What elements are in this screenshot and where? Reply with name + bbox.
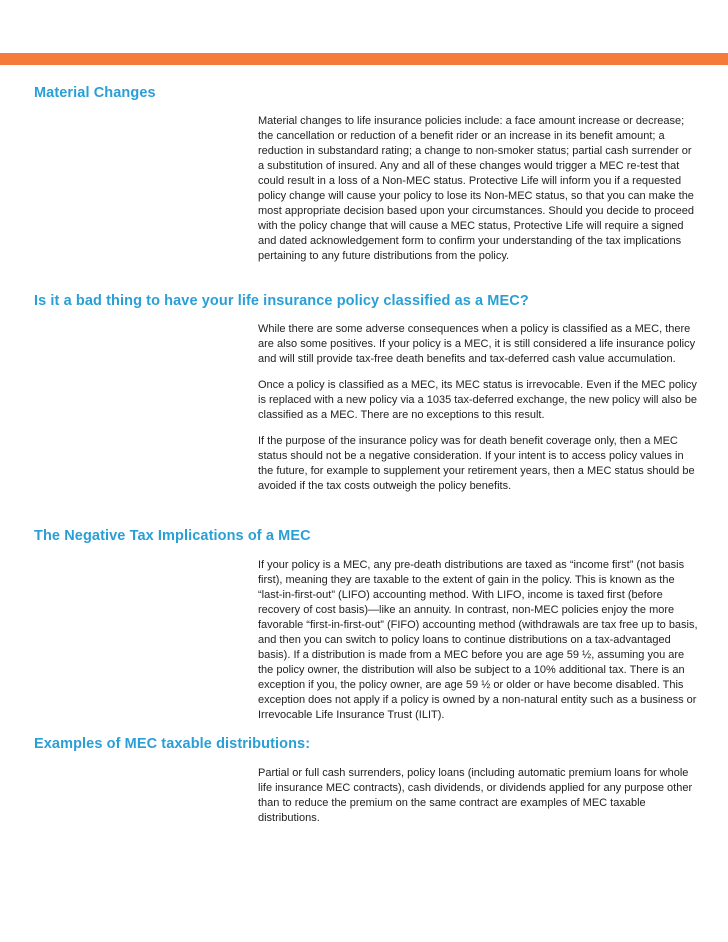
paragraph: Partial or full cash surrenders, policy loans (including automatic premium loans for whole life insurance MEC contracts), cash dividends, or dividends applied for any purpose other than to reduce the premium on the same contract are examples of MEC taxable distributions. bbox=[258, 767, 693, 824]
section-body-examples bbox=[258, 766, 698, 837]
accent-bar bbox=[0, 53, 728, 65]
paragraph: If your policy is a MEC, any pre-death distributions are taxed as “income first” (not basis first), meaning they are taxable to the extent of gain in the policy. This is known as the “last-in-first-out” (LIFO) accounting method. With LIFO, income is taxed first (before recovery of cost basis)—like an annuity. In contrast, non-MEC policies enjoy the more favorable “first-in-first-out” (FIFO) accounting method (withdrawals are tax free up to basis, and then you can switch to policy loans to continue distributions on a tax-advantaged basis). If a distribution is made from a MEC before you are age 59 ½, assuming you are the policy owner, the distribution will also be subject to a 10% additional tax. There is an exception if you, the policy owner, are age 59 ½ or older or have become disabled. This exception does not apply if a policy is owned by a non-natural entity such as a business or Irrevocable Life Insurance Trust (ILIT). bbox=[258, 559, 698, 721]
section-heading-bad-thing: Is it a bad thing to have your life insurance policy classified as a MEC? bbox=[34, 293, 529, 309]
paragraph: Once a policy is classified as a MEC, its MEC status is irrevocable. Even if the MEC policy is replaced with a new policy via a 1035 tax-deferred exchange, the new policy will also be classified as a MEC. There are no exceptions to this result. bbox=[258, 379, 698, 421]
paragraph: While there are some adverse consequences when a policy is classified as a MEC, there are also some positives. If your policy is a MEC, it is still considered a life insurance policy and will still provide tax-free death benefits and tax-deferred cash value accumulation. bbox=[258, 323, 696, 365]
section-body-bad-thing bbox=[258, 322, 698, 505]
section-heading-negative-tax: The Negative Tax Implications of a MEC bbox=[34, 528, 311, 544]
paragraph: Material changes to life insurance policies include: a face amount increase or decrease; the cancellation or reduction of a benefit rider or an increase in its benefit amount; a reduction in substandard rating; a change to non-smoker status; partial cash surrender or a substitution of insured. Any and all of these changes would trigger a MEC re-test that could result in a loss of a Non-MEC status. Protective Life will inform you if a requested policy change will cause your policy to lose its Non-MEC status, so that you can make the most appropriate decision based upon your circumstances. Should you decide to proceed with the policy change that will cause a MEC status, Protective Life will require a signed and dated acknowledgement form to confirm your understanding of the tax implications pertaining to any future distributions from the policy. bbox=[258, 115, 694, 262]
section-heading-examples: Examples of MEC taxable distributions: bbox=[34, 736, 311, 752]
section-body-material-changes bbox=[258, 114, 698, 275]
paragraph: If the purpose of the insurance policy was for death benefit coverage only, then a MEC status should not be a negative consideration. If your intent is to access policy values in the future, for example to supplement your retirement years, then a MEC status should be avoided if the tax costs outweigh the policy benefits. bbox=[258, 435, 695, 492]
section-heading-material-changes: Material Changes bbox=[34, 85, 156, 101]
section-body-negative-tax bbox=[258, 558, 698, 734]
